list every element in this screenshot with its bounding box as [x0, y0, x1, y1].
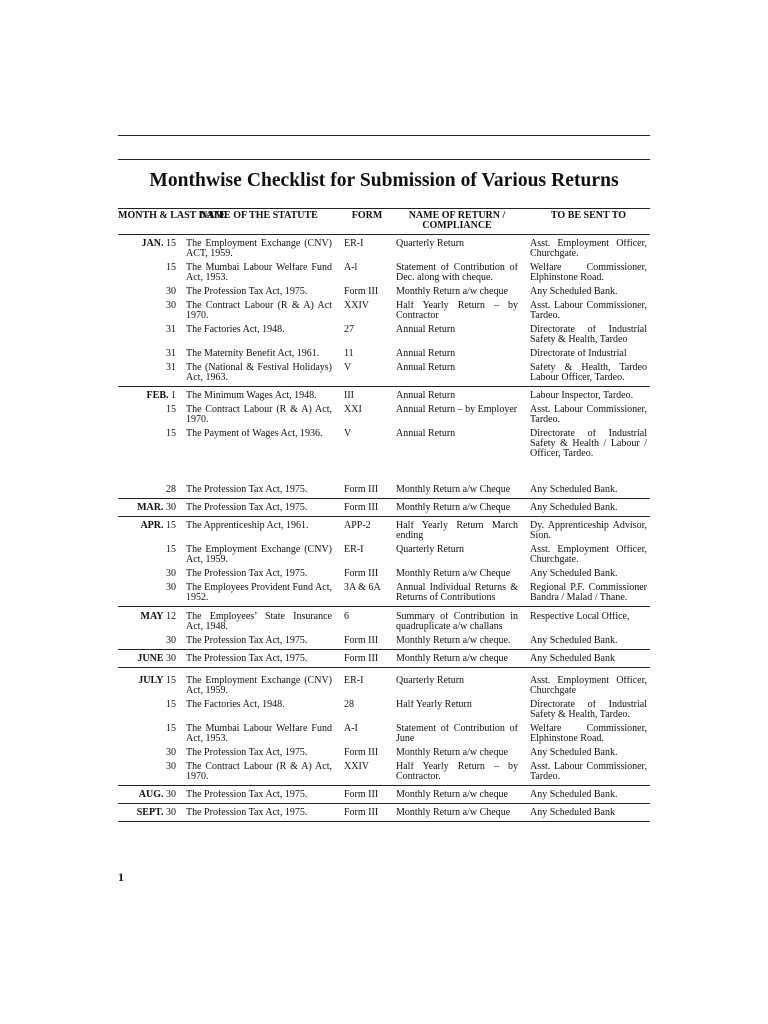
- cell-return: Quarterly Return: [396, 676, 465, 686]
- cell-form: APP-2: [344, 521, 371, 531]
- cell-return: Monthly Return a/w cheque: [396, 654, 508, 664]
- cell-statute: The Profession Tax Act, 1975.: [186, 287, 308, 297]
- cell-return: Monthly Return a/w Cheque: [396, 503, 511, 513]
- cell-statute: The Profession Tax Act, 1975.: [186, 636, 308, 646]
- cell-form: 11: [344, 349, 354, 359]
- cell-month-date: [118, 808, 178, 818]
- cell-sent-to: Any Scheduled Bank.: [530, 287, 618, 297]
- cell-return: Quarterly Return: [396, 545, 465, 555]
- cell-statute: The Contract Labour (R & A) Act 1970.: [186, 301, 332, 321]
- cell-month-date: [118, 405, 178, 425]
- cell-form: XXIV: [344, 301, 369, 311]
- cell-month-date: [118, 239, 178, 259]
- cell-statute: The Mumbai Labour Welfare Fund Act, 1953.: [186, 263, 332, 283]
- table-row: [118, 403, 650, 427]
- cell-statute: The Profession Tax Act, 1975.: [186, 569, 308, 579]
- cell-statute: The Factories Act, 1948.: [186, 325, 285, 335]
- cell-return: Half Yearly Return – by Contractor: [396, 301, 518, 321]
- cell-form: Form III: [344, 503, 379, 513]
- table-row: [118, 299, 650, 323]
- cell-month-date: [118, 762, 178, 782]
- cell-month-date: [118, 325, 178, 345]
- cell-form: Form III: [344, 808, 379, 818]
- cell-return: Quarterly Return: [396, 239, 465, 249]
- last-date: 30: [166, 790, 176, 800]
- cell-month-date: [118, 363, 178, 383]
- cell-sent-to: Asst. Employment Officer, Churchgate.: [530, 239, 647, 259]
- last-date: 15: [166, 239, 176, 249]
- cell-statute: The Payment of Wages Act, 1936.: [186, 429, 323, 439]
- cell-month-date: [118, 521, 178, 541]
- table-row: [118, 698, 650, 722]
- cell-return: Annual Individual Returns & Returns of Contributions: [396, 583, 518, 603]
- cell-form: 28: [344, 700, 354, 710]
- table-row: [118, 347, 650, 361]
- cell-statute: The Profession Tax Act, 1975.: [186, 485, 308, 495]
- table-row: [118, 746, 650, 760]
- cell-sent-to: Any Scheduled Bank.: [530, 485, 618, 495]
- table-row: [118, 323, 650, 347]
- cell-form: Form III: [344, 790, 379, 800]
- cell-return: Statement of Contribution of June: [396, 724, 518, 744]
- cell-statute: The Minimum Wages Act, 1948.: [186, 391, 317, 401]
- header-sent-to: TO BE SENT TO: [550, 210, 627, 221]
- cell-return: Monthly Return a/w Cheque: [396, 808, 511, 818]
- cell-statute: The Contract Labour (R & A) Act, 1970.: [186, 762, 332, 782]
- cell-return: Half Yearly Return – by Contractor.: [396, 762, 518, 782]
- last-date: 30: [166, 748, 176, 758]
- cell-month-date: [118, 676, 178, 696]
- table-row: [118, 581, 650, 607]
- cell-month-date: [118, 790, 178, 800]
- cell-form: 3A & 6A: [344, 583, 381, 593]
- cell-form: A-I: [344, 724, 358, 734]
- header-statute: NAME OF THE STATUTE: [200, 210, 318, 221]
- cell-statute: The Employment Exchange (CNV) Act, 1959.: [186, 545, 332, 565]
- cell-statute: The Maternity Benefit Act, 1961.: [186, 349, 320, 359]
- second-rule: [118, 159, 650, 160]
- cell-return: Monthly Return a/w Cheque: [396, 569, 511, 579]
- cell-statute: The Profession Tax Act, 1975.: [186, 748, 308, 758]
- last-date: 15: [166, 700, 176, 710]
- last-date: 30: [166, 569, 176, 579]
- last-date: 15: [166, 521, 176, 531]
- month-label: MAR.: [137, 503, 164, 513]
- table-row: [118, 543, 650, 567]
- last-date: 12: [166, 612, 176, 622]
- cell-statute: The Profession Tax Act, 1975.: [186, 808, 308, 818]
- cell-statute: The Profession Tax Act, 1975.: [186, 654, 308, 664]
- cell-sent-to: Respective Local Office,: [530, 612, 630, 622]
- cell-sent-to: Directorate of Industrial Safety & Health, Tardeo: [530, 325, 647, 345]
- table-row: [118, 499, 650, 517]
- cell-month-date: [118, 654, 178, 664]
- cell-return: Monthly Return a/w cheque: [396, 748, 508, 758]
- cell-return: Annual Return: [396, 349, 456, 359]
- last-date: 15: [166, 263, 176, 273]
- cell-statute: The (National & Festival Holidays) Act, 1963.: [186, 363, 332, 383]
- cell-sent-to: Any Scheduled Bank: [530, 654, 615, 664]
- cell-return: Annual Return: [396, 325, 456, 335]
- cell-return: Monthly Return a/w Cheque: [396, 485, 511, 495]
- cell-month-date: [118, 545, 178, 565]
- cell-form: Form III: [344, 485, 379, 495]
- cell-month-date: [118, 700, 178, 720]
- month-label: SEPT.: [136, 808, 164, 818]
- cell-month-date: [118, 391, 178, 401]
- cell-month-date: [118, 349, 178, 359]
- table-row: [118, 387, 650, 403]
- cell-statute: The Employees Provident Fund Act, 1952.: [186, 583, 332, 603]
- table-header: [118, 208, 650, 235]
- last-date: 15: [166, 405, 176, 415]
- cell-statute: The Employment Exchange (CNV) ACT, 1959.: [186, 239, 332, 259]
- top-rule: [118, 135, 650, 136]
- last-date: 15: [166, 676, 176, 686]
- cell-form: XXI: [344, 405, 362, 415]
- table-row: [118, 722, 650, 746]
- cell-statute: The Profession Tax Act, 1975.: [186, 790, 308, 800]
- cell-sent-to: Asst. Labour Commissioner, Tardeo.: [530, 301, 647, 321]
- cell-return: Annual Return: [396, 391, 456, 401]
- header-form: FORM: [351, 210, 383, 221]
- cell-sent-to: Welfare Commissioner, Elphinstone Road.: [530, 724, 647, 744]
- cell-statute: The Contract Labour (R & A) Act, 1970.: [186, 405, 332, 425]
- cell-sent-to: Any Scheduled Bank.: [530, 790, 618, 800]
- cell-return: Monthly Return a/w cheque: [396, 790, 508, 800]
- cell-form: Form III: [344, 569, 379, 579]
- last-date: 30: [166, 503, 176, 513]
- header-return: NAME OF RETURN / COMPLIANCE: [408, 210, 506, 231]
- cell-sent-to: Asst. Employment Officer, Churchgate.: [530, 545, 647, 565]
- cell-sent-to: Labour Inspector, Tardeo.: [530, 391, 634, 401]
- cell-month-date: [118, 503, 178, 513]
- cell-return: Annual Return: [396, 429, 456, 439]
- cell-form: V: [344, 429, 352, 439]
- cell-return: Half Yearly Return March ending: [396, 521, 518, 541]
- last-date: 31: [166, 349, 176, 359]
- last-date: 15: [166, 429, 176, 439]
- cell-return: Monthly Return a/w cheque: [396, 287, 508, 297]
- month-label: MAY: [140, 612, 164, 622]
- cell-form: 6: [344, 612, 349, 622]
- last-date: 15: [166, 724, 176, 734]
- cell-month-date: [118, 485, 178, 495]
- last-date: 31: [166, 325, 176, 335]
- table-row: [118, 607, 650, 634]
- cell-sent-to: Welfare Commissioner, Elphinstone Road.: [530, 263, 647, 283]
- month-label: AUG.: [138, 790, 164, 800]
- cell-statute: The Mumbai Labour Welfare Fund Act, 1953.: [186, 724, 332, 744]
- cell-month-date: [118, 724, 178, 744]
- cell-sent-to: Asst. Employment Officer, Churchgate: [530, 676, 647, 696]
- cell-statute: The Factories Act, 1948.: [186, 700, 285, 710]
- cell-month-date: [118, 569, 178, 579]
- cell-sent-to: Safety & Health, Tardeo Labour Officer, Tardeo.: [530, 363, 647, 383]
- cell-sent-to: Directorate of Industrial Safety & Health, Tardeo.: [530, 700, 647, 720]
- page-title: Monthwise Checklist for Submission of Various Returns: [149, 170, 619, 191]
- cell-form: V: [344, 363, 352, 373]
- cell-form: Form III: [344, 287, 379, 297]
- cell-month-date: [118, 583, 178, 603]
- table-row: [118, 517, 650, 543]
- month-label: JAN.: [141, 239, 164, 249]
- cell-form: A-l: [344, 263, 358, 273]
- table-row: [118, 235, 650, 261]
- cell-sent-to: Any Scheduled Bank.: [530, 748, 618, 758]
- month-label: JUNE: [137, 654, 164, 664]
- table-row: [118, 361, 650, 387]
- cell-return: Statement of Contribution of Dec. along with cheque.: [396, 263, 518, 283]
- table-row: [118, 634, 650, 650]
- last-date: 30: [166, 762, 176, 772]
- cell-sent-to: Any Scheduled Bank.: [530, 503, 618, 513]
- cell-form: XXIV: [344, 762, 369, 772]
- cell-sent-to: Dy. Apprenticeship Advisor, Sion.: [530, 521, 647, 541]
- cell-statute: The Profession Tax Act, 1975.: [186, 503, 308, 513]
- cell-month-date: [118, 301, 178, 321]
- last-date: 30: [166, 301, 176, 311]
- table-body: [118, 235, 650, 822]
- cell-form: III: [344, 391, 354, 401]
- cell-return: Half Yearly Return: [396, 700, 472, 710]
- page-number: 1: [118, 870, 124, 884]
- cell-month-date: [118, 612, 178, 632]
- last-date: 30: [166, 654, 176, 664]
- cell-month-date: [118, 748, 178, 758]
- last-date: 30: [166, 636, 176, 646]
- last-date: 31: [166, 363, 176, 373]
- returns-table: [118, 208, 650, 822]
- table-row: [118, 567, 650, 581]
- cell-sent-to: Directorate of Industrial: [530, 349, 627, 359]
- cell-sent-to: Asst. Labour Commissioner, Tardeo.: [530, 762, 647, 782]
- cell-return: Summary of Contribution in quadruplicate a/w challans: [396, 612, 518, 632]
- last-date: 28: [166, 485, 176, 495]
- table-row: [118, 285, 650, 299]
- cell-month-date: [118, 429, 178, 459]
- cell-sent-to: Any Scheduled Bank: [530, 808, 615, 818]
- cell-sent-to: Regional P.F. Commissioner Bandra / Malad / Thane.: [530, 583, 647, 603]
- last-date: 15: [166, 545, 176, 555]
- cell-sent-to: Directorate of Industrial Safety & Health / Labour / Officer, Tardeo.: [530, 429, 647, 459]
- month-label: JULY: [138, 676, 164, 686]
- cell-form: ER-I: [344, 545, 364, 555]
- cell-statute: The Employment Exchange (CNV) Act, 1959.: [186, 676, 332, 696]
- cell-month-date: [118, 287, 178, 297]
- cell-month-date: [118, 263, 178, 283]
- cell-return: Annual Return: [396, 363, 456, 373]
- table-row: [118, 786, 650, 804]
- cell-form: ER-I: [344, 239, 364, 249]
- cell-form: 27: [344, 325, 354, 335]
- cell-statute: The Employees’ State Insurance Act, 1948.: [186, 612, 332, 632]
- cell-form: ER-I: [344, 676, 364, 686]
- table-row: [118, 427, 650, 461]
- cell-statute: The Apprenticeship Act, 1961.: [186, 521, 309, 531]
- cell-return: Annual Return – by Employer: [396, 405, 518, 415]
- table-row: [118, 668, 650, 698]
- table-row: [118, 261, 650, 285]
- last-date: 1: [171, 391, 176, 401]
- table-row: [118, 760, 650, 786]
- table-row: [118, 461, 650, 499]
- cell-form: Form III: [344, 748, 379, 758]
- last-date: 30: [166, 583, 176, 593]
- cell-form: Form III: [344, 636, 379, 646]
- table-row: [118, 650, 650, 668]
- header-month: MONTH & LAST DATE: [118, 210, 226, 221]
- cell-month-date: [118, 636, 178, 646]
- month-label: FEB.: [146, 391, 169, 401]
- table-row: [118, 804, 650, 822]
- cell-sent-to: Any Scheduled Bank.: [530, 569, 618, 579]
- last-date: 30: [166, 287, 176, 297]
- cell-sent-to: Asst. Labour Commissioner, Tardeo.: [530, 405, 647, 425]
- last-date: 30: [166, 808, 176, 818]
- month-label: APR.: [140, 521, 164, 531]
- cell-return: Monthly Return a/w cheque.: [396, 636, 511, 646]
- cell-form: Form III: [344, 654, 379, 664]
- cell-sent-to: Any Scheduled Bank.: [530, 636, 618, 646]
